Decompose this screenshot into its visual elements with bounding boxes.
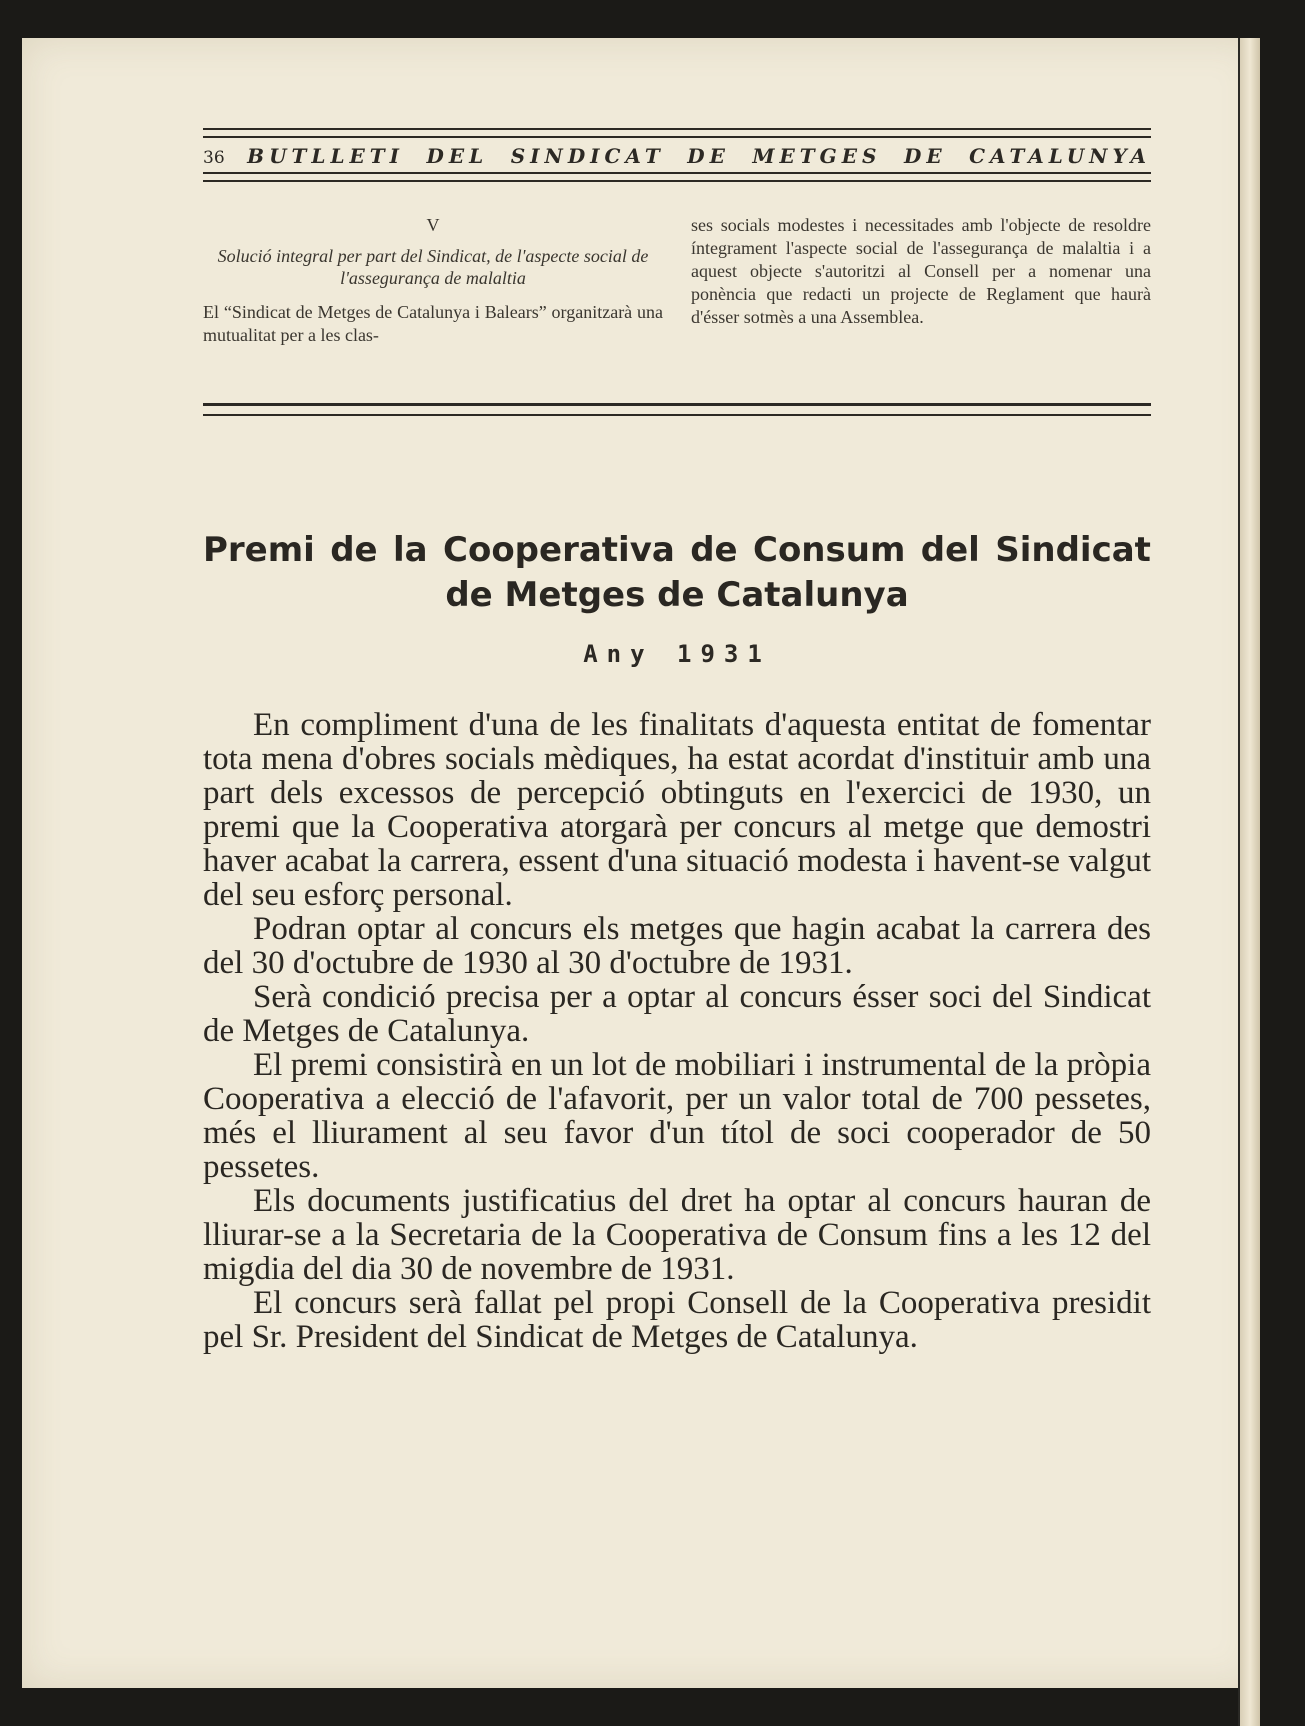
title-word: de [330, 530, 378, 570]
header-rule-bottom [203, 172, 1151, 182]
title-word: del [920, 530, 980, 570]
page-spine [1238, 38, 1260, 1726]
running-head-word: DE [903, 144, 947, 168]
article-paragraph: Podran optar al concurs els metges que hagin acabat la carrera des del 30 d'octubre de 1930 al 30 d'octubre de 1931. [203, 911, 1151, 981]
article-paragraph: El premi consistirà en un lot de mobiliari i instrumental de la pròpia Cooperativa a elecció de l'afavorit, per un valor total de 700 pessetes, més el lliurament al seu favor d'un títol de soci cooperador de 50 pessetes. [203, 1047, 1151, 1185]
article-paragraph: Serà condició precisa per a optar al concurs ésser soci del Sindicat de Metges de Catalunya. [203, 979, 1151, 1049]
right-column [691, 214, 1151, 347]
running-head-word: CATALUNYA [969, 144, 1151, 168]
title-word: Consum [753, 530, 906, 570]
title-word: Sindicat [995, 530, 1151, 570]
header-rule-top [203, 128, 1151, 138]
article-body [203, 708, 1151, 1354]
article-paragraph: El concurs serà fallat pel propi Consell de la Cooperativa presidit pel Sr. President del Sindicat de Metges de Catalunya. [203, 1285, 1151, 1355]
running-head-word: METGES [752, 144, 882, 168]
title-word: de [690, 530, 738, 570]
running-head-word: SINDICAT [510, 144, 665, 168]
article-paragraph: Els documents justificatius del dret ha optar al concurs hauran de lliurar-se a la Secretaria de la Cooperativa de Consum fins a les 12 del migdia del dia 30 de novembre de 1931. [203, 1183, 1151, 1287]
page-number: 36 [203, 148, 225, 168]
left-column [203, 214, 663, 347]
title-word: la [393, 530, 428, 570]
section-title: Solució integral per part del Sindicat, de l'aspecte social de l'assegurança de malaltia [217, 246, 649, 288]
article-title-line-1 [203, 528, 1151, 573]
title-word: Premi [203, 530, 315, 570]
article-title [203, 528, 1151, 618]
section-separator [203, 403, 1151, 416]
running-head [203, 138, 1151, 172]
section-right-text: ses socials modestes i necessitades amb l'objecte de resoldre íntegrament l'aspecte social de l'assegurança de malaltia i a aquest objecte s'autoritzi al Consell per a nomenar una ponència que redacti un projecte de Reglament que haurà d'ésser sotmès a una Assemblea. [691, 215, 1151, 327]
section-left-text: El “Sindicat de Metges de Catalunya i Balears” organitzarà una mutualitat per a les clas- [203, 302, 663, 345]
running-head-word: BUTLLETI [247, 144, 405, 168]
running-head-word: DEL [426, 144, 489, 168]
article-paragraph: En compliment d'una de les finalitats d'aquesta entitat de fomentar tota mena d'obres socials mèdiques, ha estat acordat d'instituir amb una part dels excessos de percepció obtinguts en l'exercici de 1930, un premi que la Cooperativa atorgarà per concurs al metge que demostri haver acabat la carrera, essent d'una situació modesta i havent-se valgut del seu esforç personal. [203, 707, 1151, 913]
page-content [203, 128, 1151, 1354]
article-title-line-2: de Metges de Catalunya [445, 575, 909, 615]
article-year: Any 1931 [583, 640, 771, 668]
running-head-word: DE [687, 144, 730, 168]
title-word: Cooperativa [443, 530, 675, 570]
section-columns [203, 214, 1151, 347]
section-number: V [426, 215, 440, 235]
